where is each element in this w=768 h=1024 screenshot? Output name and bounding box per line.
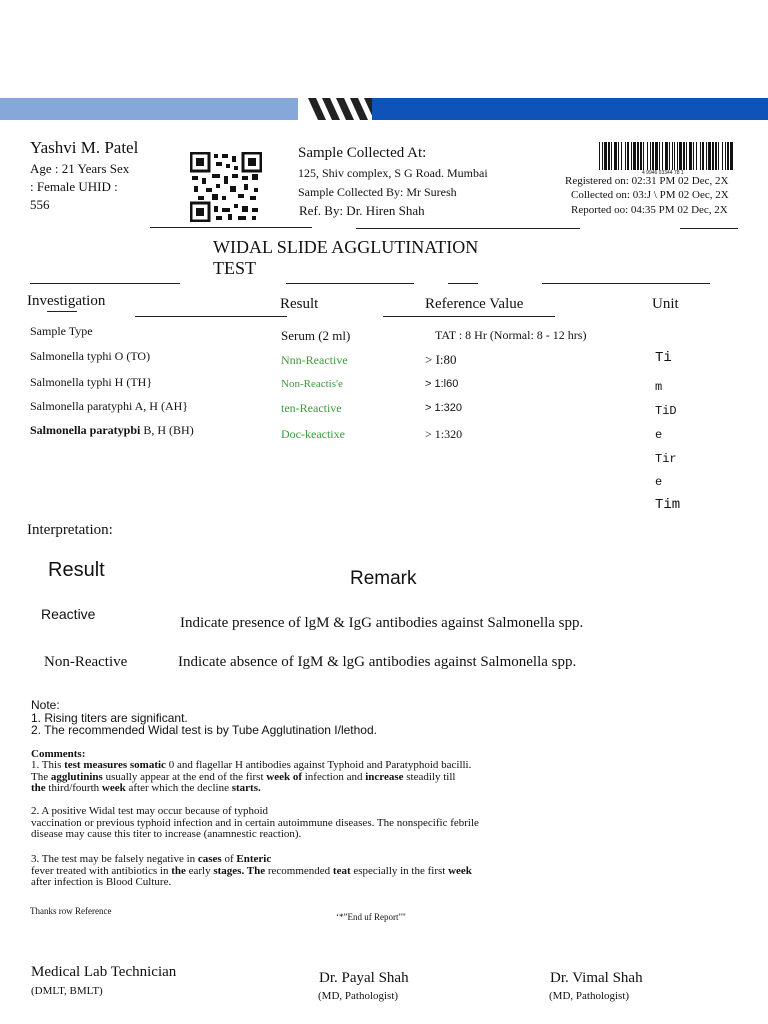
report-title [213,237,478,279]
patient-uhid: 556 [30,197,50,212]
end-of-report: ‘*”End uf Report"" [336,912,406,922]
divider [448,283,478,284]
reference-value: > 1:320 [425,427,463,441]
header-band-dark [372,98,768,120]
divider [30,283,180,284]
col-header-reference: Reference Value [425,296,524,312]
unit-value: Ti [655,350,672,366]
divider [356,228,580,229]
divider [286,283,414,284]
report-title-line1: WIDAL SLIDE AGGLUTINATION [213,237,479,257]
sample-type-label: Sample Type [30,324,93,338]
header-band-light [0,98,310,120]
col-header-result: Result [280,296,319,312]
signature-3-name: Dr. Vimal Shah [550,970,643,986]
note-heading: Note: [31,698,60,712]
divider [47,311,77,312]
investigation-name: B, H (BH) [140,423,194,437]
unit-value: Tir [655,452,677,466]
table-row [30,423,194,438]
note-line: 2. The recommended Widal test is by Tube Agglutination I/lethod. [31,723,377,737]
divider [542,283,710,284]
barcode [598,142,734,170]
barcode-number: 4 9946 03344 78 1 [642,170,684,176]
result-value: ten-Reactive [281,401,342,415]
sample-type-value: Serum (2 ml) [281,328,351,343]
interpretation-remark: Indicate presence of lgM & IgG antibodies against Salmonella spp. [180,615,584,631]
report-title-line2: TEST [213,258,256,278]
signature-1-name: Medical Lab Technician [31,964,177,980]
interpretation-remark: Indicate absence of IgM & lgG antibodies against Salmonella spp. [178,654,577,670]
signature-2-qualification: (MD, Pathologist) [318,990,399,1002]
turnaround-time: TAT : 8 Hr (Normal: 8 - 12 hrs) [435,328,587,342]
sample-collected-heading: Sample Collected At: [298,145,427,161]
result-value: Non-Reactis'e [281,378,343,390]
sample-address: 125, Shiv complex, S G Road. Mumbai [298,166,488,180]
divider [383,316,555,317]
signature-1-qualification: (DMLT, BMLT) [31,985,103,997]
registered-on: Registered on: 02:31 PM 02 Dec, 2X [565,175,729,187]
comments-heading: Comments: [31,748,86,760]
interpretation-heading: Interpretation: [27,522,113,538]
table-row [30,375,152,390]
divider [135,316,287,317]
divider [150,227,312,228]
investigation-name-bold: Salmonella paratypbi [30,423,141,437]
signature-3-qualification: (MD, Pathologist) [549,990,630,1002]
referred-by: Ref. By: Dr. Hiren Shah [299,203,425,218]
unit-value: m [655,380,663,394]
unit-value: TiD [655,404,677,418]
note-line: 1. Rising titers are significant. [31,710,188,725]
col-header-unit: Unit [652,296,679,312]
comment-3: 3. The test may be falsely negative in cases of Enteric fever treated with antibiotics in the early stages. The recommended teat especially in the first week after infection is Blood Culture. [31,853,472,888]
unit-value: e [655,428,663,442]
reference-value: > I:80 [425,352,457,367]
unit-value: e [655,475,663,489]
interpretation-result: Non-Reactive [44,654,128,670]
col-header-investigation: Investigation [27,293,106,309]
table-row [30,399,188,414]
result-value: Doc-keactixe [281,427,345,441]
table-row [30,349,150,364]
sample-collected-by: Sample Collected By: Mr Suresh [298,185,457,199]
interpretation-remark-header: Remark [350,568,417,589]
comment-1: 1. This test measures somatic 0 and flagellar H antibodies against Typhoid and Paratyphoid bacilli. The agglutinins usually appear at the end of the first week of infection and increase steadily till the third/fourth week after which the decline starts. [31,759,472,794]
note-block [31,699,377,737]
collected-on: Collected on: 03:J \ PM 02 Oec, 2X [571,189,729,201]
investigation-name: Salmonella typhi O (TO) [30,349,151,363]
divider [680,228,738,229]
reported-on: Reported oo: 04:35 PM 02 Dec, 2X [571,204,728,216]
signature-2-name: Dr. Payal Shah [319,970,409,986]
comment-2: 2. A positive Widal test may occur because of typhoid vaccination or previous typhoid infection and in certain autoimmune diseases. The nonspecific febrile disease may cause this titer to increase (anamnestic reaction). [31,805,479,840]
patient-sex: : Female UHID : [30,179,118,194]
qr-code [190,152,262,222]
interpretation-result: Reactive [41,606,96,622]
thanks-note: Thanks row Reference [30,906,112,916]
result-value: Nnn-Reactive [281,353,348,367]
patient-name: Yashvi M. Patel [30,138,139,157]
interpretation-result-header: Result [48,559,105,581]
patient-age: Age : 21 Years Sex [30,161,130,176]
reference-value: > 1:l60 [425,378,459,390]
investigation-name: Salmonella typhi H (TH} [30,375,153,389]
reference-value: > 1:320 [425,402,463,414]
unit-value: Tim [655,497,681,513]
investigation-name: Salmonella paratyphi A, H (AH} [30,399,189,413]
